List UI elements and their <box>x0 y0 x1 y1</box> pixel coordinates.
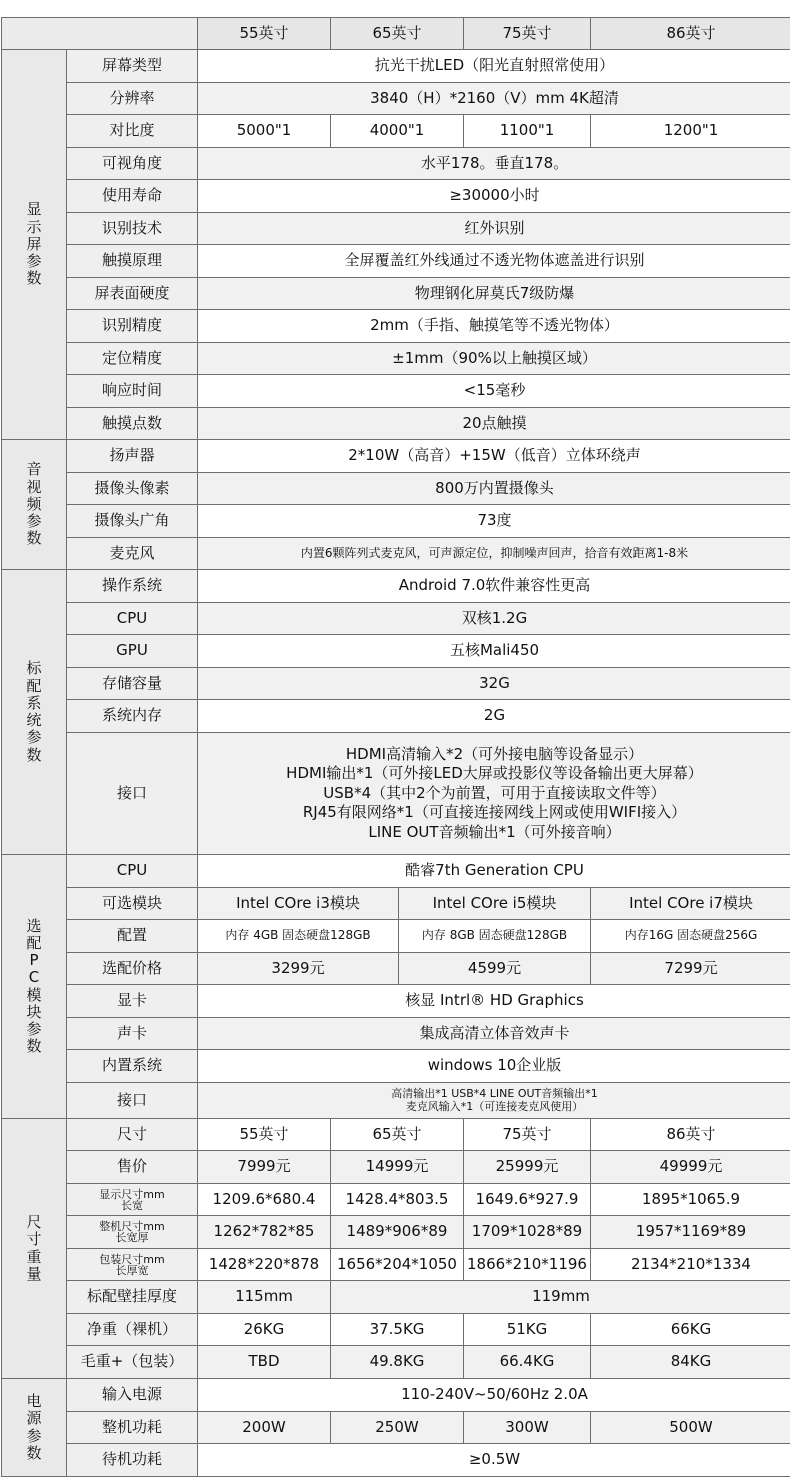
label-unit-size <box>67 1216 198 1249</box>
section-av: 音视频参数 <box>2 440 67 570</box>
display-size-86: 1895*1065.9 <box>591 1184 790 1216</box>
label-standby: 待机功耗 <box>67 1444 198 1477</box>
header-86: 86英寸 <box>591 18 790 50</box>
config-i3: 内存 4GB 固态硬盘128GB <box>198 920 399 953</box>
label-gpu: GPU <box>67 635 198 668</box>
label-ports: 接口 <box>67 733 198 855</box>
sale-price-75: 25999元 <box>464 1151 591 1184</box>
label-pc-system: 内置系统 <box>67 1050 198 1083</box>
label-recognition: 识别技术 <box>67 213 198 245</box>
value-recognition: 红外识别 <box>198 213 790 245</box>
unit-size-75: 1709*1028*89 <box>464 1216 591 1249</box>
label-viewing-angle: 可视角度 <box>67 148 198 180</box>
contrast-55: 5000"1 <box>198 115 331 148</box>
label-power-input: 输入电源 <box>67 1379 198 1412</box>
ports-line: RJ45有限网络*1（可直接连接网线上网或使用WIFI接入） <box>302 803 687 822</box>
label-speaker: 扬声器 <box>67 440 198 473</box>
display-size-label-line: 显示尺寸mm <box>99 1187 165 1201</box>
section-pc-module: 选配PC模块参数 <box>2 855 67 1119</box>
value-speaker: 2*10W（高音）+15W（低音）立体环绕声 <box>198 440 790 473</box>
label-hardness: 屏表面硬度 <box>67 278 198 310</box>
ports-line: HDMI高清输入*2（可外接电脑等设备显示） <box>345 744 644 763</box>
value-ports <box>198 733 790 855</box>
power-86: 500W <box>591 1412 790 1444</box>
section-display: 显示屏参数 <box>2 50 67 440</box>
label-modules: 可选模块 <box>67 888 198 920</box>
value-standby: ≥0.5W <box>198 1444 790 1477</box>
sale-price-86: 49999元 <box>591 1151 790 1184</box>
section-size-weight: 尺寸重量 <box>2 1119 67 1379</box>
package-size-label-line: 包装尺寸mm <box>99 1252 165 1266</box>
value-gpu: 五核Mali450 <box>198 635 790 668</box>
ports-line: HDMI输出*1（可外接LED大屏或投影仪等设备输出更大屏幕） <box>286 764 703 783</box>
package-size-65: 1656*204*1050 <box>331 1249 464 1281</box>
unit-size-86: 1957*1169*89 <box>591 1216 790 1249</box>
ports-line: USB*4（其中2个为前置，可用于直接读取文件等） <box>323 783 666 802</box>
net-weight-55: 26KG <box>198 1314 331 1346</box>
net-weight-86: 66KG <box>591 1314 790 1346</box>
value-pc-cpu: 酷睿7th Generation CPU <box>198 855 790 888</box>
power-55: 200W <box>198 1412 331 1444</box>
module-i7: Intel COre i7模块 <box>591 888 790 920</box>
pc-price-i3: 3299元 <box>198 953 399 985</box>
module-i5: Intel COre i5模块 <box>399 888 591 920</box>
contrast-65: 4000"1 <box>331 115 464 148</box>
wall-thickness-others: 119mm <box>331 1281 790 1314</box>
sale-price-55: 7999元 <box>198 1151 331 1184</box>
ports-line: LINE OUT音频输出*1（可外接音响） <box>368 822 621 841</box>
gross-weight-86: 84KG <box>591 1346 790 1379</box>
label-os: 操作系统 <box>67 570 198 603</box>
value-touch-principle: 全屏覆盖红外线通过不透光物体遮盖进行识别 <box>198 245 790 278</box>
label-touch-points: 触摸点数 <box>67 408 198 440</box>
label-camera-angle: 摄像头广角 <box>67 505 198 538</box>
value-positioning: ±1mm（90%以上触摸区域） <box>198 343 790 375</box>
label-graphics: 显卡 <box>67 985 198 1018</box>
package-size-86: 2134*210*1334 <box>591 1249 790 1281</box>
section-standard-system: 标配系统参数 <box>2 570 67 855</box>
dimension-86: 86英寸 <box>591 1119 790 1151</box>
label-touch-principle: 触摸原理 <box>67 245 198 278</box>
value-cpu: 双核1.2G <box>198 603 790 635</box>
value-graphics: 核显 Intrl® HD Graphics <box>198 985 790 1018</box>
label-config: 配置 <box>67 920 198 953</box>
value-memory: 2G <box>198 700 790 733</box>
pc-ports-line: 高清输出*1 USB*4 LINE OUT音频输出*1 <box>391 1086 598 1100</box>
package-size-label-line: 长厚宽 <box>115 1263 149 1277</box>
header-65: 65英寸 <box>331 18 464 50</box>
label-cpu: CPU <box>67 603 198 635</box>
label-lifespan: 使用寿命 <box>67 180 198 213</box>
value-camera-angle: 73度 <box>198 505 790 538</box>
sale-price-65: 14999元 <box>331 1151 464 1184</box>
display-size-75: 1649.6*927.9 <box>464 1184 591 1216</box>
label-microphone: 麦克风 <box>67 538 198 570</box>
value-camera-pixels: 800万内置摄像头 <box>198 473 790 505</box>
label-precision: 识别精度 <box>67 310 198 343</box>
value-microphone: 内置6颗阵列式麦克风，可声源定位，抑制噪声回声，拾音有效距离1-8米 <box>198 538 790 570</box>
value-pc-system: windows 10企业版 <box>198 1050 790 1083</box>
value-power-input: 110-240V~50/60Hz 2.0A <box>198 1379 790 1412</box>
value-touch-points: 20点触摸 <box>198 408 790 440</box>
label-pc-ports: 接口 <box>67 1083 198 1119</box>
value-precision: 2mm（手指、触摸笔等不透光物体） <box>198 310 790 343</box>
value-storage: 32G <box>198 668 790 700</box>
header-75: 75英寸 <box>464 18 591 50</box>
label-display-size <box>67 1184 198 1216</box>
label-sound: 声卡 <box>67 1018 198 1050</box>
value-hardness: 物理钢化屏莫氏7级防爆 <box>198 278 790 310</box>
value-os: Android 7.0软件兼容性更高 <box>198 570 790 603</box>
label-package-size <box>67 1249 198 1281</box>
wall-thickness-55: 115mm <box>198 1281 331 1314</box>
unit-size-65: 1489*906*89 <box>331 1216 464 1249</box>
dimension-75: 75英寸 <box>464 1119 591 1151</box>
net-weight-65: 37.5KG <box>331 1314 464 1346</box>
pc-ports-line: 麦克风输入*1（可连接麦克风使用） <box>405 1099 584 1113</box>
pc-price-i5: 4599元 <box>399 953 591 985</box>
gross-weight-55: TBD <box>198 1346 331 1379</box>
display-size-65: 1428.4*803.5 <box>331 1184 464 1216</box>
value-lifespan: ≥30000小时 <box>198 180 790 213</box>
config-i7: 内存16G 固态硬盘256G <box>591 920 790 953</box>
section-power: 电源参数 <box>2 1379 67 1477</box>
config-i5: 内存 8GB 固态硬盘128GB <box>399 920 591 953</box>
gross-weight-65: 49.8KG <box>331 1346 464 1379</box>
label-pc-cpu: CPU <box>67 855 198 888</box>
label-net-weight: 净重（裸机） <box>67 1314 198 1346</box>
label-contrast: 对比度 <box>67 115 198 148</box>
label-wall-thickness: 标配壁挂厚度 <box>67 1281 198 1314</box>
value-screen-type: 抗光干扰LED（阳光直射照常使用） <box>198 50 790 83</box>
value-pc-ports <box>198 1083 790 1119</box>
label-memory: 系统内存 <box>67 700 198 733</box>
gross-weight-75: 66.4KG <box>464 1346 591 1379</box>
display-size-label-line: 长宽 <box>121 1198 143 1212</box>
display-size-55: 1209.6*680.4 <box>198 1184 331 1216</box>
package-size-75: 1866*210*1196 <box>464 1249 591 1281</box>
label-storage: 存储容量 <box>67 668 198 700</box>
label-camera-pixels: 摄像头像素 <box>67 473 198 505</box>
unit-size-55: 1262*782*85 <box>198 1216 331 1249</box>
label-resolution: 分辨率 <box>67 83 198 115</box>
contrast-75: 1100"1 <box>464 115 591 148</box>
header-55: 55英寸 <box>198 18 331 50</box>
unit-size-label-line: 整机尺寸mm <box>99 1220 165 1233</box>
dimension-65: 65英寸 <box>331 1119 464 1151</box>
value-viewing-angle: 水平178。垂直178。 <box>198 148 790 180</box>
spec-table <box>1 17 790 1477</box>
value-response: <15毫秒 <box>198 375 790 408</box>
label-screen-type: 屏幕类型 <box>67 50 198 83</box>
contrast-86: 1200"1 <box>591 115 790 148</box>
unit-size-label-line: 长宽厚 <box>115 1231 149 1244</box>
module-i3: Intel COre i3模块 <box>198 888 399 920</box>
label-pc-price: 选配价格 <box>67 953 198 985</box>
pc-price-i7: 7299元 <box>591 953 790 985</box>
label-response: 响应时间 <box>67 375 198 408</box>
dimension-55: 55英寸 <box>198 1119 331 1151</box>
label-positioning: 定位精度 <box>67 343 198 375</box>
header-corner <box>2 18 198 50</box>
label-power-consumption: 整机功耗 <box>67 1412 198 1444</box>
power-65: 250W <box>331 1412 464 1444</box>
power-75: 300W <box>464 1412 591 1444</box>
label-gross-weight: 毛重+（包装） <box>67 1346 198 1379</box>
label-dimension: 尺寸 <box>67 1119 198 1151</box>
net-weight-75: 51KG <box>464 1314 591 1346</box>
value-resolution: 3840（H）*2160（V）mm 4K超清 <box>198 83 790 115</box>
package-size-55: 1428*220*878 <box>198 1249 331 1281</box>
label-sale-price: 售价 <box>67 1151 198 1184</box>
value-sound: 集成高清立体音效声卡 <box>198 1018 790 1050</box>
